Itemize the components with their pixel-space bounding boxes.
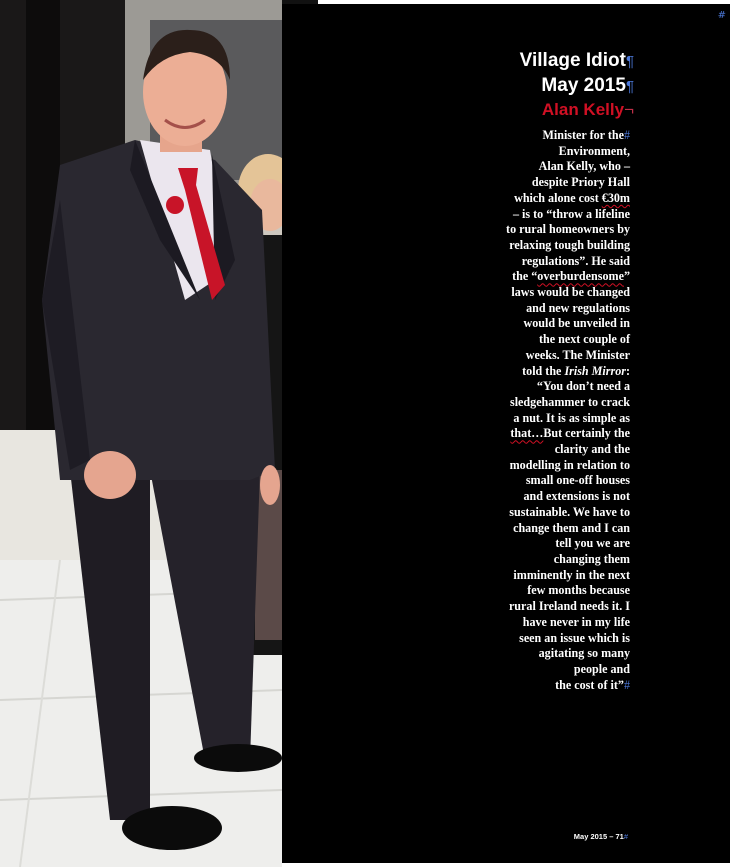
body-line: the next couple of — [538, 332, 630, 347]
body-line: a nut. It is as simple as — [513, 410, 630, 425]
body-line: change them and I can — [513, 520, 630, 535]
body-line: rural Ireland needs it. I — [508, 599, 630, 614]
body-line: that…But certainly the — [510, 426, 630, 441]
body-line: clarity and the — [554, 442, 630, 457]
body-line: the cost of it”# — [555, 677, 630, 692]
body-line: Environment, — [558, 143, 630, 158]
body-line: – is to “throw a lifeline — [512, 206, 630, 221]
title-line-1 — [520, 50, 634, 72]
article-body — [460, 128, 630, 693]
body-line: regulations”. He said — [521, 253, 630, 268]
body-line: and extensions is not — [523, 489, 630, 504]
folio-text: May 2015 – 71 — [573, 832, 624, 841]
pilcrow-mark: ¶ — [625, 78, 634, 95]
body-line: changing them — [553, 551, 630, 566]
body-line: people and — [573, 661, 630, 676]
body-line: and new regulations — [526, 300, 630, 315]
hash-mark: # — [623, 128, 630, 142]
body-line: “You don’t need a — [536, 379, 630, 394]
title-line-2 — [541, 75, 634, 97]
hash-mark: # — [623, 677, 630, 692]
body-line: Minister for the# — [542, 128, 630, 142]
body-line: modelling in relation to — [509, 457, 630, 472]
hash-mark: # — [623, 832, 628, 841]
body-line: sustainable. We have to — [509, 504, 630, 519]
text-page — [282, 4, 730, 863]
body-line: small one-off houses — [525, 473, 630, 488]
body-line: laws would be changed — [511, 285, 630, 300]
page-folio — [574, 832, 628, 841]
body-line: told the Irish Mirror: — [522, 363, 630, 378]
pilcrow-mark: ¶ — [625, 53, 634, 70]
publication-title: Village Idiot — [519, 50, 626, 71]
body-line: sledgehammer to crack — [509, 394, 630, 409]
body-line: relaxing tough building — [509, 237, 630, 252]
not-sign-mark: ¬ — [624, 100, 634, 119]
body-line: weeks. The Minister — [525, 347, 630, 362]
body-line: would be unveiled in — [523, 316, 630, 331]
body-line: seen an issue which is — [519, 630, 630, 645]
author-line — [542, 100, 634, 120]
body-line: imminently in the next — [513, 567, 630, 582]
photo-alan-kelly — [0, 0, 282, 867]
body-line: have never in my life — [522, 614, 630, 629]
body-line: tell you we are — [555, 536, 630, 551]
hash-mark: # — [717, 10, 726, 21]
body-line: which alone cost €30m — [514, 190, 630, 205]
body-line: Alan Kelly, who – — [538, 159, 630, 174]
photo-illustration — [0, 0, 282, 867]
subject-name: Alan Kelly — [541, 100, 625, 119]
body-line: despite Priory Hall — [531, 175, 630, 190]
body-line: the “overburdensome” — [512, 269, 630, 284]
issue-date: May 2015 — [541, 75, 626, 96]
body-line: few months because — [527, 583, 630, 598]
body-line: agitating so many — [538, 646, 630, 661]
body-line: to rural homeowners by — [506, 222, 630, 237]
